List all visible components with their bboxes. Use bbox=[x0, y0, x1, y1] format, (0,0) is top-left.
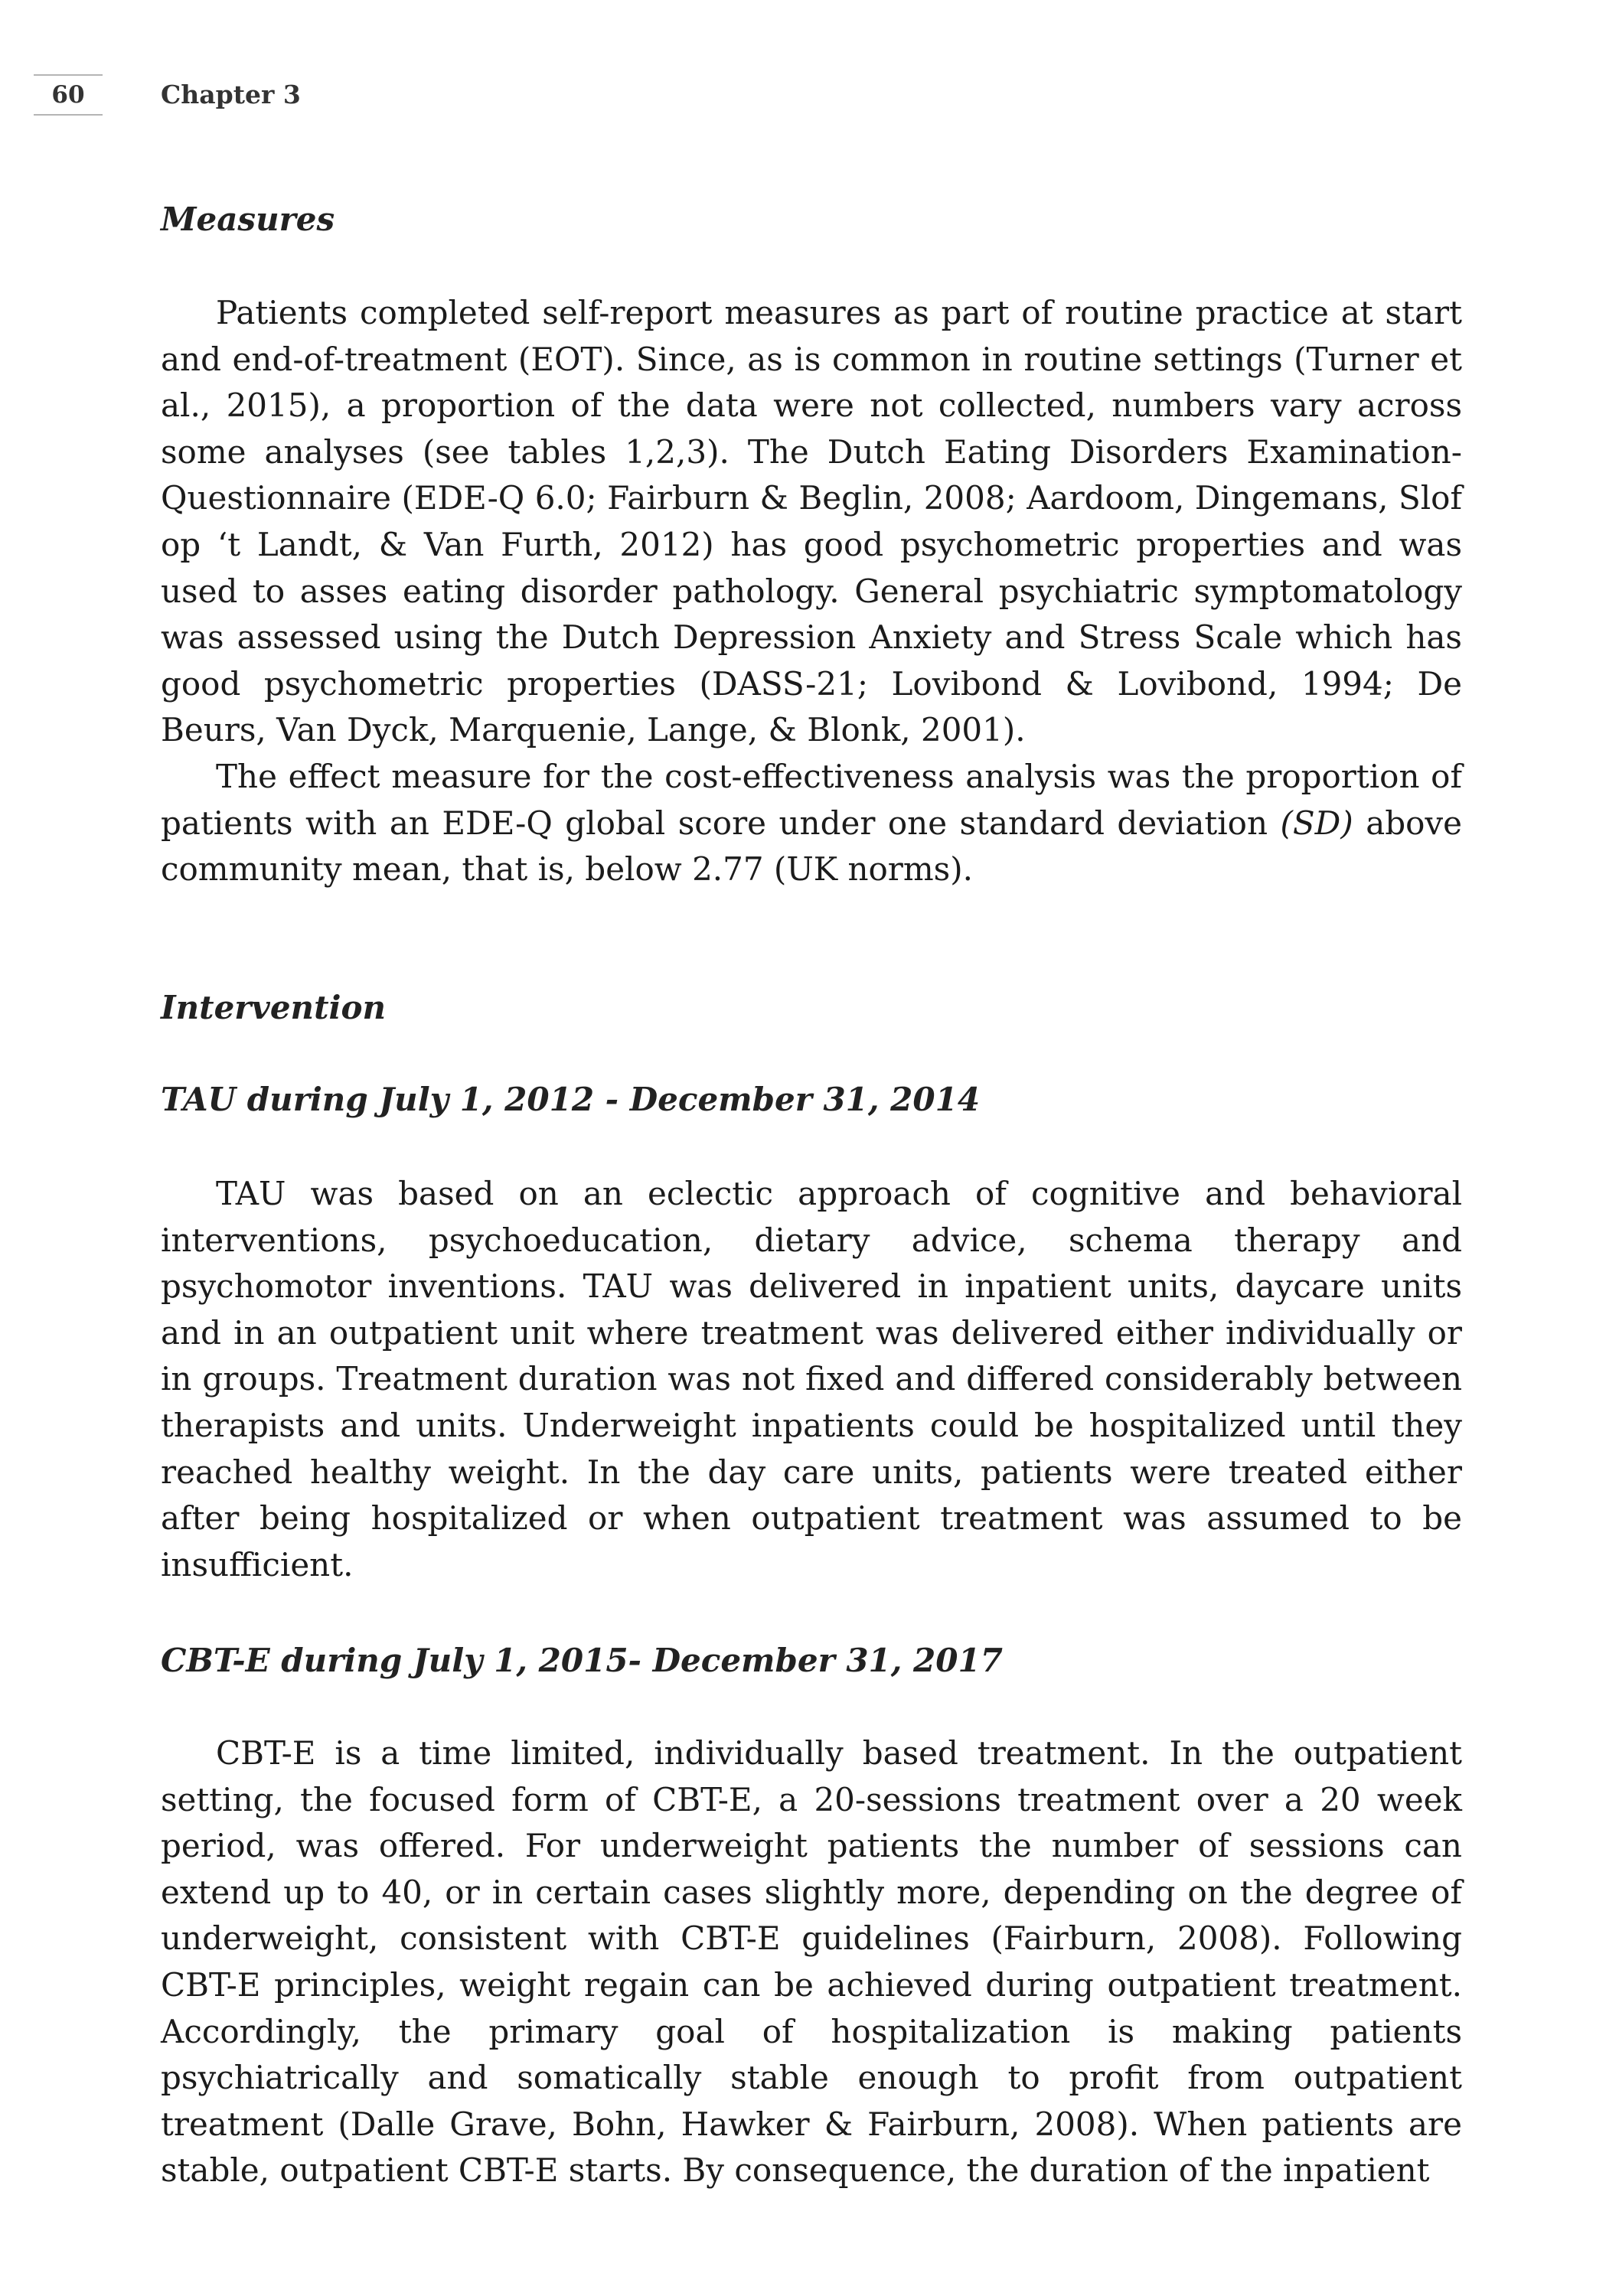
measures-paragraph-2-end: above community mean, that is, below 2.77 (UK norms). bbox=[161, 804, 1462, 889]
sd-abbreviation: (SD) bbox=[1280, 804, 1353, 842]
page-number: 60 bbox=[34, 74, 103, 116]
tau-heading: TAU during July 1, 2012 - December 31, 2014 bbox=[161, 1081, 981, 1118]
running-head: Chapter 3 bbox=[161, 80, 301, 109]
measures-paragraph-1: Patients completed self-report measures as part of routine practice at start and end-of-treatment (EOT). Since, as is common in routine settings (Turner et al., 2015), a proportion of the data were not collected, numbers vary across some analyses (see tables 1,2,3). The Dutch Eating Disorders Examination-Questionnaire (EDE-Q 6.0; Fairburn & Beglin, 2008; Aardoom, Dingemans, Slof op ‘t Landt, & Van Furth, 2012) has good psychometric properties and was used to asses eating disorder pathology. General psychiatric symptomatology was assessed using the Dutch Depression Anxiety and Stress Scale which has good psychometric properties (DASS-21; Lovibond & Lovibond, 1994; De Beurs, Van Dyck, Marquenie, Lange, & Blonk, 2001). bbox=[161, 294, 1462, 749]
tau-paragraph: TAU was based on an eclectic approach of cognitive and behavioral interventions, psychoeducation, dietary advice, schema therapy and psychomotor inventions. TAU was delivered in inpatient units, daycare units and in an outpatient unit where treatment was delivered either individually or in groups. Treatment duration was not fixed and differed considerably between therapists and units. Underweight inpatients could be hospitalized until they reached healthy weight. In the day care units, patients were treated either after being hospitalized or when outpatient treatment was assumed to be insufficient. bbox=[161, 1175, 1462, 1583]
intervention-heading: Intervention bbox=[161, 989, 386, 1026]
cbte-heading: CBT-E during July 1, 2015- December 31, 2017 bbox=[161, 1642, 1003, 1679]
cbte-paragraph: CBT-E is a time limited, individually based treatment. In the outpatient setting, the focused form of CBT-E, a 20-sessions treatment over a 20 week period, was offered. For underweight patients the number of sessions can extend up to 40, or in certain cases slightly more, depending on the degree of underweight, consistent with CBT-E guidelines (Fairburn, 2008). Following CBT-E principles, weight regain can be achieved during outpatient treatment. Accordingly, the primary goal of hospitalization is making patients psychiatrically and somatically stable enough to profit from outpatient treatment (Dalle Grave, Bohn, Hawker & Fairburn, 2008). When patients are stable, outpatient CBT-E starts. By consequence, the duration of the inpatient bbox=[161, 1734, 1462, 2190]
measures-heading: Measures bbox=[161, 201, 335, 238]
measures-paragraph-2 bbox=[161, 754, 1462, 893]
measures-paragraph-2-start: The effect measure for the cost-effectiveness analysis was the proportion of patients with an EDE-Q global score under one standard deviation bbox=[161, 758, 1462, 842]
